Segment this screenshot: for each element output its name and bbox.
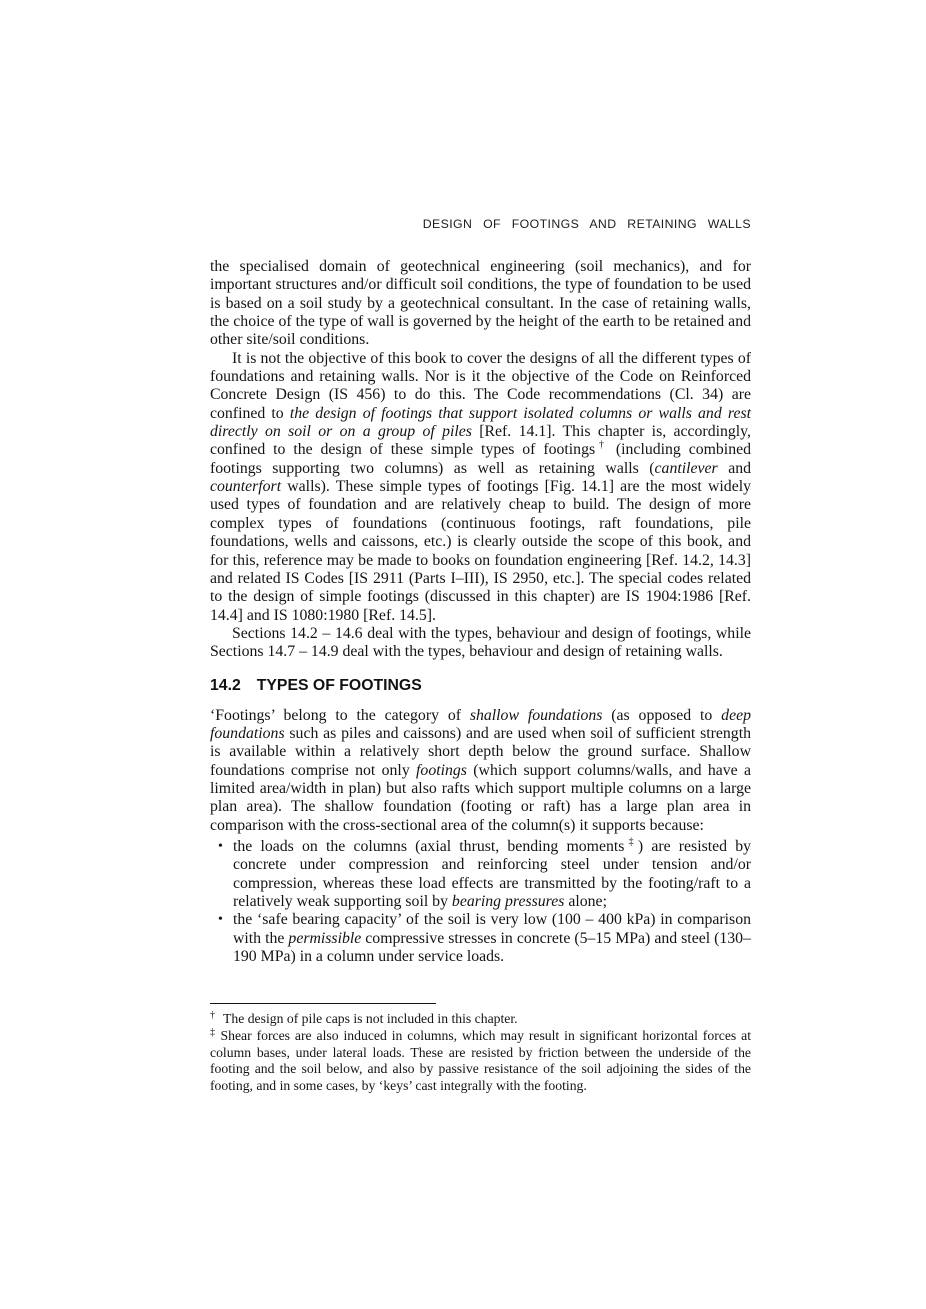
list-item [210, 911, 751, 966]
footnotes-section [210, 1003, 751, 1095]
bullet-list [210, 838, 751, 966]
bullet-icon: • [218, 912, 223, 928]
footnote-separator [210, 1003, 436, 1004]
footnote [210, 1028, 751, 1095]
double-dagger-footnote-marker: ‡ [210, 1026, 217, 1038]
bullet-text: the ‘safe bearing capacity’ of the soil is very low (100 – 400 kPa) in comparison with the permissible compressive stresses in concrete (5–15 MPa) and steel (130–190 MPa) in a column under service loads. [233, 911, 751, 966]
bullet-icon: • [218, 838, 223, 854]
paragraph-chapter-scope: It is not the objective of this book to cover the designs of all the different types of foundations and retaining walls. Nor is it the objective of the Code on Reinforced Concrete Design (IS 456) to do this. The Code recommendations (Cl. 34) are confined to the design of footings that support isolated columns or walls and rest directly on soil or on a group of piles [Ref. 14.1]. This chapter is, accordingly, confined to the design of these simple types of footings† (including combined footings supporting two columns) as well as retaining walls (cantilever and counterfort walls). These simple types of footings [Fig. 14.1] are the most widely used types of foundation and are relatively cheap to build. The design of more complex types of foundations (continuous footings, raft foundations, pile foundations, wells and caissons, etc.) is clearly outside the scope of this book, and for this, reference may be made to books on foundation engineering [Ref. 14.2, 14.3] and related IS Codes [IS 2911 (Parts I–III), IS 2950, etc.]. The special codes related to the design of simple footings (discussed in this chapter) are IS 1904:1986 [Ref. 14.4] and IS 1080:1980 [Ref. 14.5]. [210, 349, 752, 624]
paragraph-sections-overview: Sections 14.2 – 14.6 deal with the types, behaviour and design of footings, while Sections 14.7 – 14.9 deal with the types, behaviour and design of retaining walls. [210, 624, 751, 661]
section-heading [210, 677, 751, 695]
section-number: 14.2 [210, 676, 241, 694]
section-title: TYPES OF FOOTINGS [256, 676, 422, 694]
footnote [210, 1011, 751, 1028]
paragraph-intro-continuation: the specialised domain of geotechnical engineering (soil mechanics), and for important structures and/or difficult soil conditions, the type of foundation to be used is based on a soil study by a geotechnical consultant. In the case of retaining walls, the choice of the type of wall is governed by the height of the earth to be retained and other site/soil conditions. [210, 258, 751, 349]
footnote-text: The design of pile caps is not included in this chapter. [223, 1011, 518, 1027]
paragraph-footings-definition: ‘Footings’ belong to the category of shallow foundations (as opposed to deep foundations such as piles and caissons) and are used when soil of sufficient strength is available within a relatively short depth below the ground surface. Shallow foundations comprise not only footings (which support columns/walls, and have a limited area/width in plan) but also rafts which support multiple columns on a large plan area). The shallow foundation (footing or raft) has a large plan area in comparison with the cross-sectional area of the column(s) it supports because: [210, 706, 751, 834]
text-column [210, 0, 751, 1095]
bullet-text: the loads on the columns (axial thrust, bending moments‡) are resisted by concrete under compression and reinforcing steel under tension and/or compression, whereas these load effects are transmitted by the footing/raft to a relatively weak supporting soil by bearing pressures alone; [233, 836, 752, 910]
running-header: DESIGN OF FOOTINGS AND RETAINING WALLS [422, 217, 751, 231]
list-item [210, 838, 751, 911]
dagger-footnote-marker: † [210, 1009, 215, 1021]
footnote-text: Shear forces are also induced in columns, which may result in significant horizontal forces at column bases, under lateral loads. These are resisted by friction between the underside of the footing and the soil below, and also by passive resistance of the soil adjoining the sides of the footing, and in some cases, by ‘keys’ cast integrally with the footing. [210, 1028, 752, 1094]
